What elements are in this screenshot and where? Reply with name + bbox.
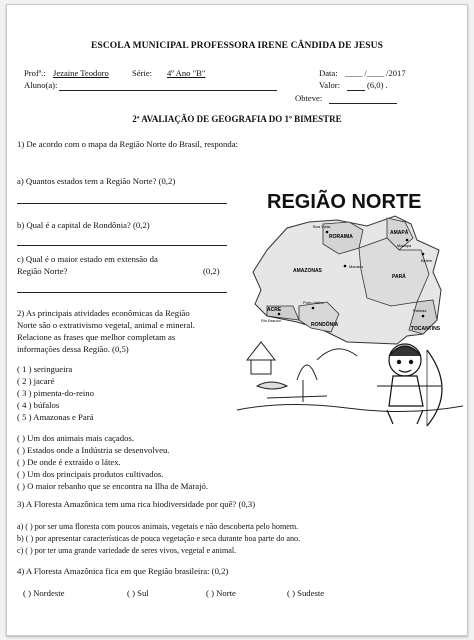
tree-icon <box>297 365 317 380</box>
q4-option-nordeste: ( ) Nordeste <box>23 588 65 598</box>
data-label: Data: <box>319 68 338 78</box>
school-name: ESCOLA MUNICIPAL PROFESSORA IRENE CÂNDIDA DE JESUS <box>91 41 383 51</box>
bow-icon <box>427 350 442 426</box>
q1c-line2: Região Norte? <box>17 266 68 276</box>
state-label-tocantins: TOCANTINS <box>411 326 441 332</box>
prof-value: Jezaine Teodoro <box>53 68 109 78</box>
q2-option: ( 5 ) Amazonas e Pará <box>17 412 94 422</box>
capital-dot <box>406 239 409 242</box>
capital-dot <box>326 231 329 234</box>
aluno-label: Aluno(a): <box>24 80 58 90</box>
q2-option: ( 2 ) jacaré <box>17 376 55 386</box>
exam-title: 2ª AVALIAÇÃO DE GEOGRAFIA DO 1º BIMESTRE <box>132 114 342 124</box>
capital-rio-branco: Rio Branco <box>261 318 281 323</box>
q2-statement: ( ) Um dos principais produtos cultivados. <box>17 469 164 479</box>
q3-option-a: a) ( ) por ser uma floresta com poucos animais, vegetais e não descoberta pelo homem. <box>17 522 299 531</box>
q3-option-b: b) ( ) por apresentar características de pouca vegetação e seca durante boa parte do ano. <box>17 534 301 543</box>
q2-line3: Relacione as frases que melhor completam as <box>17 332 176 342</box>
capital-belem: Belém <box>421 258 433 263</box>
data-value: ____ /____ /2017 <box>345 68 406 78</box>
hut-icon <box>247 342 275 360</box>
state-label-amazonas: AMAZONAS <box>293 268 322 274</box>
q1a-text: a) Quantos estados tem a Região Norte? (0,2) <box>17 176 176 186</box>
valor-value: (6,0) . <box>367 80 388 90</box>
state-label-acre: ACRE <box>267 307 282 313</box>
indigenous-child-illustration <box>377 344 442 426</box>
q1c-answer-line <box>17 292 227 293</box>
aluno-line <box>59 90 277 91</box>
q2-line4: informações dessa Região. (0,5) <box>17 344 129 354</box>
q2-line1: 2) As principais atividades econômicas da Região <box>17 308 190 318</box>
q4-option-sudeste: ( ) Sudeste <box>287 588 325 598</box>
q4-option-sul: ( ) Sul <box>127 588 149 598</box>
capital-dot <box>312 307 315 310</box>
q2-statement: ( ) Estados onde a Indústria se desenvolveu. <box>17 445 170 455</box>
q1c-points: (0,2) <box>203 266 220 276</box>
obteve-line <box>329 103 397 104</box>
capital-boa-vista: Boa Vista <box>313 224 331 229</box>
capital-macapa: Macapá <box>397 243 412 248</box>
serie-value: 4º Ano "B" <box>167 68 206 78</box>
capybara-icon <box>257 382 287 389</box>
capital-palmas: Palmas <box>413 308 427 313</box>
capital-dot <box>344 265 347 268</box>
state-label-para: PARÁ <box>392 274 406 280</box>
q1b-text: b) Qual é a capital de Rondônia? (0,2) <box>17 220 150 230</box>
serie-label: Série: <box>132 68 153 78</box>
worksheet-page <box>6 4 468 636</box>
q2-option: ( 3 ) pimenta-do-reino <box>17 388 94 398</box>
q1b-answer-line <box>17 245 227 246</box>
q2-option: ( 4 ) búfalos <box>17 400 60 410</box>
q2-line2: Norte são o extrativismo vegetal, animal e mineral. <box>17 320 195 330</box>
state-label-amapa: AMAPÁ <box>390 230 409 236</box>
state-label-rondonia: RONDÔNIA <box>311 322 339 328</box>
valor-label: Valor: <box>319 80 341 90</box>
q2-statement: ( ) De onde é extraído o látex. <box>17 457 121 467</box>
q2-statement: ( ) O maior rebanho que se encontra na Ilha de Marajó. <box>17 481 209 491</box>
valor-line <box>347 90 365 91</box>
capital-dot <box>422 253 425 256</box>
capital-manaus: Manaus <box>349 264 364 269</box>
q2-option: ( 1 ) seringueira <box>17 364 73 374</box>
map-title: REGIÃO NORTE <box>267 191 422 213</box>
capital-dot <box>422 315 425 318</box>
prof-label: Profª.: <box>24 68 46 78</box>
obteve-label: Obteve: <box>295 93 323 103</box>
capital-porto-velho: Porto Velho <box>303 300 324 305</box>
region-norte-map <box>227 210 463 430</box>
q1-text: 1) De acordo com o mapa da Região Norte do Brasil, responda: <box>17 139 238 149</box>
state-label-roraima: RORAIMA <box>329 234 353 240</box>
q1c-line1: c) Qual é o maior estado em extensão da <box>17 254 158 264</box>
q1a-answer-line <box>17 203 227 204</box>
q4-text: 4) A Floresta Amazônica fica em que Região brasileira: (0,2) <box>17 566 229 576</box>
q4-option-norte: ( ) Norte <box>206 588 236 598</box>
q2-statement: ( ) Um dos animais mais caçados. <box>17 433 135 443</box>
q3-text: 3) A Floresta Amazônica tem uma rica biodiversidade por quê? (0,3) <box>17 499 256 509</box>
capital-dot <box>278 313 281 316</box>
q3-option-c: c) ( ) por ter uma grande variedade de seres vivos, vegetal e animal. <box>17 546 237 555</box>
